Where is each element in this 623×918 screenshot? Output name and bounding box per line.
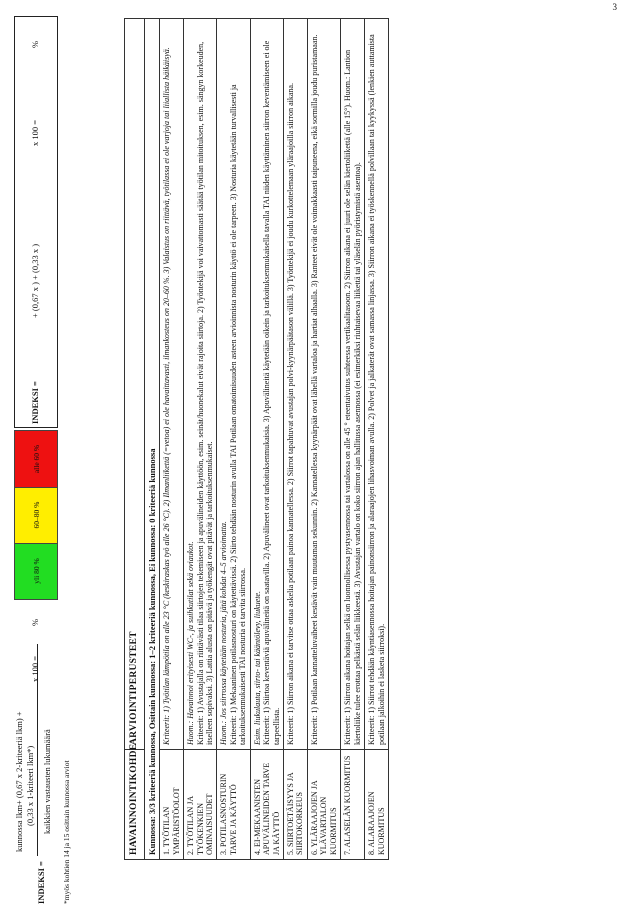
scale-yellow: [14, 486, 58, 544]
table-row: [217, 19, 250, 860]
formula-times: x 100 =: [30, 655, 40, 682]
formula-percent: %: [30, 618, 40, 626]
row-criteria-text: Kriteerit: 1) Avustajalla on riittävästi tilaa siirtojen tekemiseen ja apuvälineiden käyttöön, esim. seinät/huonekalut eivät rajoita siirtoja. 2) Työntekijä voi vaivattomasti säätää työtilan mitoituksen, esim. sängyn korkeuden, itselleen sopivaksi. 3) Lattia alusta on pitävä ja työkengät ovat pitävät ja tarkoituksenmukaiset.: [195, 41, 214, 745]
row-criteria-text: Kriteerit: 1) Työtilan lämpötila on alle 23 °C (keskiraskas työ alle 26 °C). 2) Ilmanliikettä (=vetoa) ei ole havaittavasti, ilmankosteus on 20–60 %. 3) Valaistus on riittävä, työtilassa ei ole varjoja tai liiallista häikäisyä.: [162, 47, 172, 745]
row-criteria: [341, 19, 365, 750]
table-row: [365, 19, 389, 860]
scale-red-label: alle 60 %: [31, 444, 41, 474]
scale-yellow-label: 60–80 %: [31, 501, 41, 529]
row-criteria: [307, 19, 340, 750]
index2-label: INDEKSI =: [30, 381, 40, 424]
formula-label: INDEKSI =: [36, 861, 46, 904]
index2-times: x 100 =: [30, 119, 40, 146]
row-criteria-text: Kriteerit: 1) Siirron aikana ei tarvitse ottaa askelia potilaan painoa kannatellessa. 2) Siirrot tapahtuvat avustajan polvi-kyynärpäätason välillä. 3) Työntekijä ei joudu kurkottelemaan yläraajoilla siirron aikana.: [286, 83, 296, 745]
row-target: 8. ALARAAJOJEN KUORMITUS: [365, 750, 389, 860]
row-target: 5. SIIRTOETÄISYYS JA SIIRTOKORKEUS: [284, 750, 308, 860]
table-row: [184, 19, 217, 860]
formula-footnote: *myös kohtien 14 ja 15 osittain kunnossa arviot: [62, 760, 71, 904]
index2-box: [14, 16, 58, 428]
row-note: Esim. liukulauta, siirto- tai kääntölevy, liukuete.: [252, 591, 262, 745]
row-target: 7. ALASELÄN KUORMITUS: [341, 750, 365, 860]
criteria-table: [124, 18, 389, 860]
formula-denominator: kaikkien vastausten lukumäärä: [42, 729, 52, 834]
index2-expr: + (0,67 x ) + (0,33 x ): [30, 243, 40, 318]
row-target: 1. TYÖTILAN YMPÄRISTÖOLOT: [160, 750, 184, 860]
scale-green: [14, 542, 58, 600]
row-criteria: [250, 19, 283, 750]
row-criteria: [365, 19, 389, 750]
row-criteria: [217, 19, 250, 750]
row-target: 2. TYÖTILAN JA TYÖKENKIEN OMINAISUUDET: [184, 750, 217, 860]
table-row: [284, 19, 308, 860]
table-header-row: [125, 19, 145, 860]
row-criteria-text: Kriteerit: 1) Siirrot tehdään käyntiasennossa hoitajan painonsiirron ja alaraajojen lihasvoiman avulla. 2) Polvet ja jalkaterät ovat samassa linjassa. 3) Siirron aikana ei työskennellä polvillaan tai kyykyssä (lenkien auttamista potilaan jalkoihin ei lasketa siirroksi).: [367, 34, 386, 745]
row-criteria-text: Kriteerit: 1) Potilaan kannatteluvaiheet kestävät vain muutaman sekunnin. 2) Kannatellessa kyynärpäät ovat lähellä vartaloa ja hartiat alhaalla. 3) Ranteet eivät ole voimakkaasti taipuneena, eikä sormilla joudu puristamaan.: [309, 34, 319, 745]
table-row: [307, 19, 340, 860]
row-note: Huom.: Jos siirrossa käytetään nosturia, jätä kohdat 4–5 arvioimatta.: [219, 521, 229, 745]
scale-green-label: yli 80 %: [31, 558, 41, 584]
row-target: 4. EI-MEKAANISTEN APUVÄLINEIDEN TARVE JA KÄYTTÖ: [250, 750, 283, 860]
row-criteria-text: Kriteerit: 1) Siirron aikana hoitajan selkä on luonnollisessa pystyasennossa tai vartalossa on alle 45 ° eteentaivutus suhteessa vertikaalitasoon. 2) Siirron aikana ei juuri ole selän kiertoliikettä (alle 15°). Huom.: Lantion kiertoliike tulee erottaa pelkästä selän liikkeestä. 3) Avustajan vartalo on koko siirron ajan hallitussa asennossa (ei esimerkiksi riuhtaisevaa liikettä tai yläselän pyöristymistä asentoa).: [343, 49, 362, 745]
formula-numerator: kunnossa lkm+ (0,67 x 2-kriteeriä lkm) +: [14, 711, 24, 852]
row-criteria: [160, 19, 184, 750]
row-criteria: [184, 19, 217, 750]
row-criteria-text: Kriteerit: 1) Siirtoa keventäviä apuvälineitä on saatavilla. 2) Apuvälineet ovat tarkoituksenmukaisia. 3) Apuvälineitä käytetään oikein ja tarkoituksenmukaisella tavalla TAI niiden käyttäminen siirron keventämiseen ei ole tarpeellista.: [262, 40, 281, 745]
page-number: 3: [612, 2, 617, 12]
row-target: 6. YLÄRAAJOJEN JA YLÄVARTALON KUORMITUS: [307, 750, 340, 860]
table-row: [250, 19, 283, 860]
row-note: Huom.: Havainnoi erityisesti WC-, ja suihkutilat sekä oviaukot.: [186, 541, 196, 745]
table-row: [341, 19, 365, 860]
scale-red: [14, 430, 58, 488]
row-target: 3. POTILASNOSTURIN TARVE JA KÄYTTÖ: [217, 750, 250, 860]
row-criteria: [284, 19, 308, 750]
subheader-text: Kunnossa: 3/3 kriteeriä kunnossa, Osittain kunnossa: 1–2 kriteeriä kunnossa, Ei kunnossa: 0 kriteeriä kunnossa: [145, 19, 160, 860]
table-subheader-row: [145, 19, 160, 860]
table-row: [160, 19, 184, 860]
index2-percent: %: [30, 40, 40, 48]
header-target: HAVAINNOINTIKOHDE: [125, 750, 145, 860]
formula-numerator-2: (0,33 x 1-kriteeri lkm*): [25, 745, 35, 826]
row-criteria-text: Kriteerit: 1) Mekaaninen potilasnosturi on käytettävissä. 2) Siirto tehdään nosturin avulla TAI Potilaan omatoimisuuden asteen arvioinnista nosturin käyttö ei ole tarpeen. 3) Nosturia käytetään turvallisesti ja tarkoituksenmukaisesti TAI nosturia ei tarvita siirrossa.: [228, 84, 248, 745]
header-criteria: ARVIOINTIPERUSTEET: [125, 19, 145, 750]
